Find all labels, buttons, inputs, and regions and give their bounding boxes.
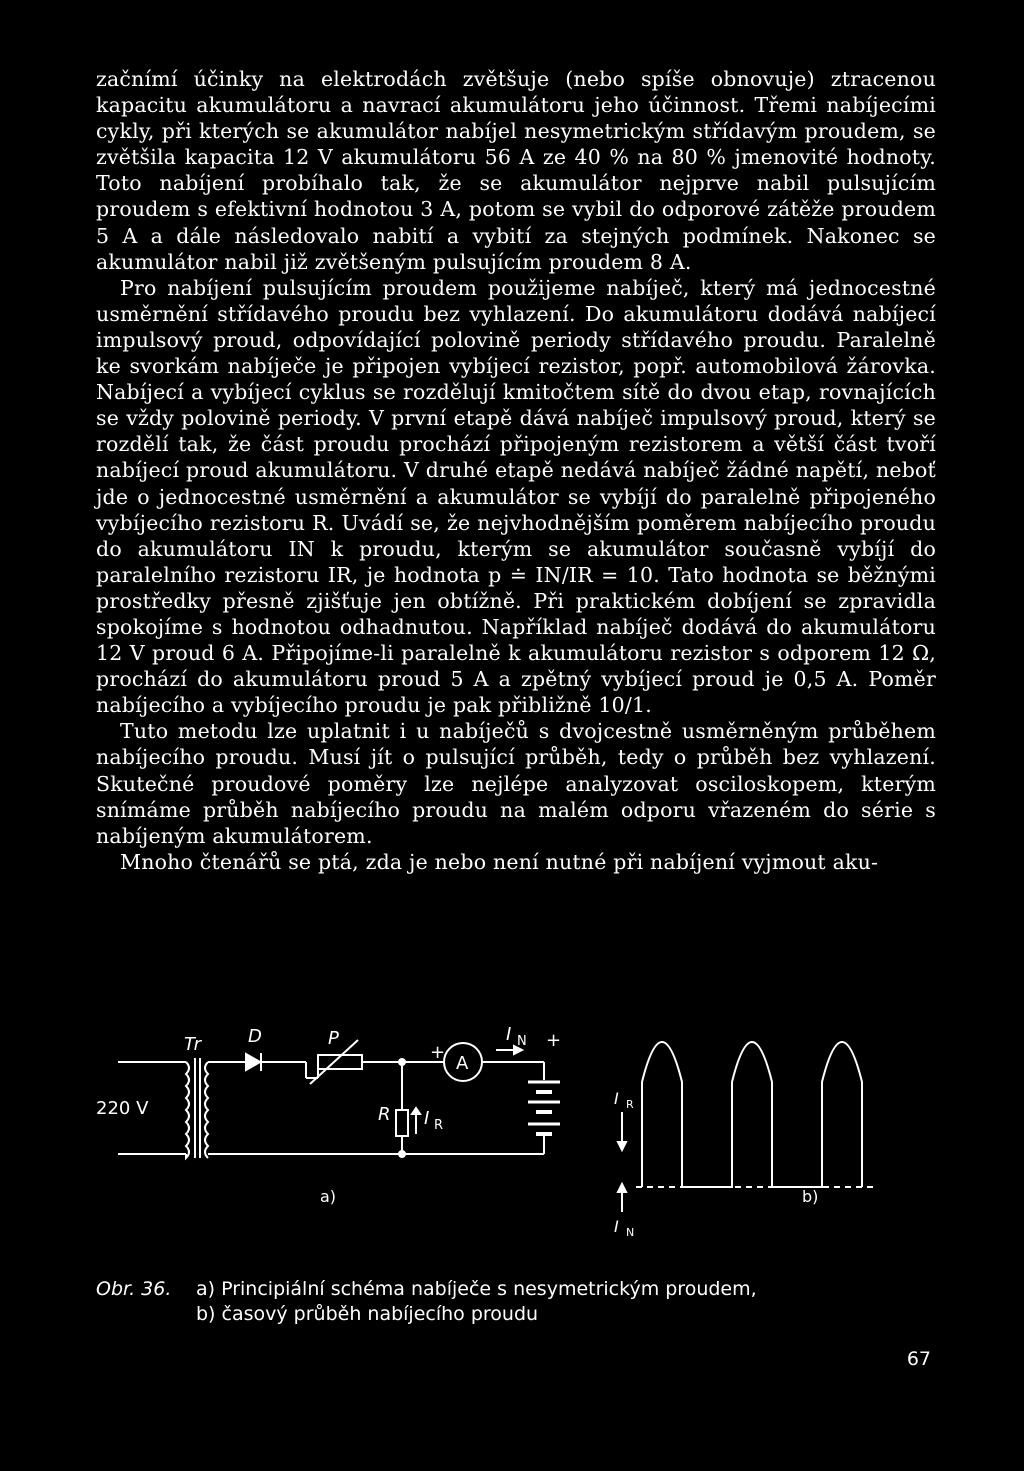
label-ir-sub: R xyxy=(434,1118,444,1133)
label-part-a: a) xyxy=(320,1187,337,1206)
resistor-r xyxy=(396,1110,408,1136)
label-part-b: b) xyxy=(802,1187,819,1206)
label-axis-in-sub: N xyxy=(626,1226,635,1239)
label-ammeter: A xyxy=(456,1053,469,1074)
label-d: D xyxy=(248,1026,262,1047)
label-r: R xyxy=(378,1104,391,1125)
label-axis-in: I xyxy=(614,1217,619,1236)
label-plus-right: + xyxy=(546,1030,562,1051)
figure-36 xyxy=(96,1012,936,1297)
diode-symbol xyxy=(246,1054,260,1070)
page-number: 67 xyxy=(906,1348,931,1370)
label-axis-ir-sub: R xyxy=(626,1098,634,1111)
caption-line-1: a) Principiální schéma nabíječe s nesymetrickým proudem, xyxy=(196,1278,757,1300)
transformer-secondary xyxy=(205,1062,208,1158)
caption-label: Obr. 36. xyxy=(96,1278,172,1300)
transformer-primary xyxy=(186,1062,189,1158)
figure-caption xyxy=(96,1277,916,1327)
label-in: I xyxy=(506,1024,512,1045)
label-voltage: 220 V xyxy=(96,1098,149,1119)
charging-current-waveform xyxy=(642,1042,862,1187)
label-tr: Tr xyxy=(184,1034,201,1055)
paragraph-3: Tuto metodu lze uplatnit i u nabíječů s dvojcestně usměrněným průběhem nabíjecího proudu. Musí jít o pulsující průběh, tedy o průběh bez vyhlazení. Skutečné proudové poměry lze nejlépe analyzovat osciloskopem, kterým snímáme průběh nabíjecího proudu na malém odporu vřazeném do série s nabíjeným akumulátorem. xyxy=(96,719,936,848)
paragraph-4: Mnoho čtenářů se ptá, zda je nebo není nutné při nabíjení vyjmout aku- xyxy=(120,849,879,874)
body-text xyxy=(96,66,936,875)
figure-drawing xyxy=(96,1012,936,1277)
paragraph-1: začnímí účinky na elektrodách zvětšuje (nebo spíše obnovuje) ztracenou kapacitu akumulátoru a navrací akumulátoru jeho účinnost. Třemi nabíjecími cykly, při kterých se akumulátor nabíjel nesymetrickým střídavým proudem, se zvětšila kapacita 12 V akumulátoru 56 A ze 40 % na 80 % jmenovité hodnoty. Toto nabíjení probíhalo tak, že se akumulátor nejprve nabil pulsujícím proudem s efektivní hodnotou 3 A, potom se vybil do odporové zátěže proudem 5 A a dále následovalo nabití a vybití za stejných podmínek. Nakonec se akumulátor nabil již zvětšeným pulsujícím proudem 8 A. xyxy=(96,67,936,274)
caption-line-2: b) časový průběh nabíjecího proudu xyxy=(196,1303,539,1325)
label-axis-ir: I xyxy=(614,1089,619,1108)
label-ir: I xyxy=(424,1108,430,1129)
paragraph-2: Pro nabíjení pulsujícím proudem použijeme nabíječ, který má jednocestné usměrnění střídavého proudu bez vyhlazení. Do akumulátoru dodává nabíjecí impulsový proud, odpovídající polovině periody střídavého proudu. Paralelně ke svorkám nabíječe je připojen vybíjecí rezistor, popř. automobilová žárovka. Nabíjecí a vybíjecí cyklus se rozdělují kmitočtem sítě do dvou etap, rovnajících se vždy polovině periody. V první etapě dává nabíječ impulsový proud, který se rozdělí tak, že část proudu prochází připojeným rezistorem a větší část tvoří nabíjecí proud akumulátoru. V druhé etapě nedává nabíječ žádné napětí, neboť jde o jednocestné usměrnění a akumulátor se vybíjí do paralelně připojeného vybíjecího rezistoru R. Uvádí se, že nejvhodnějším poměrem nabíjecího proudu do akumulátoru IN k proudu, kterým se akumulátor současně vybíjí do paralelního rezistoru IR, je hodnota p ≐ IN/IR = 10. Tato hodnota se běžnými prostředky přesně zjišťuje jen obtížně. Při praktickém dobíjení se zpravidla spokojíme s hodnotou odhadnutou. Například nabíječ dodává do akumulátoru 12 V proud 6 A. Připojíme-li paralelně k akumulátoru rezistor s odporem 12 Ω, prochází do akumulátoru proud 5 A a zpětný vybíjecí proud je 0,5 A. Poměr nabíjecího a vybíjecího proudu je pak přibližně 10/1. xyxy=(96,275,936,718)
label-plus-left: + xyxy=(430,1042,446,1063)
label-in-sub: N xyxy=(517,1034,527,1049)
label-p: P xyxy=(328,1028,339,1049)
